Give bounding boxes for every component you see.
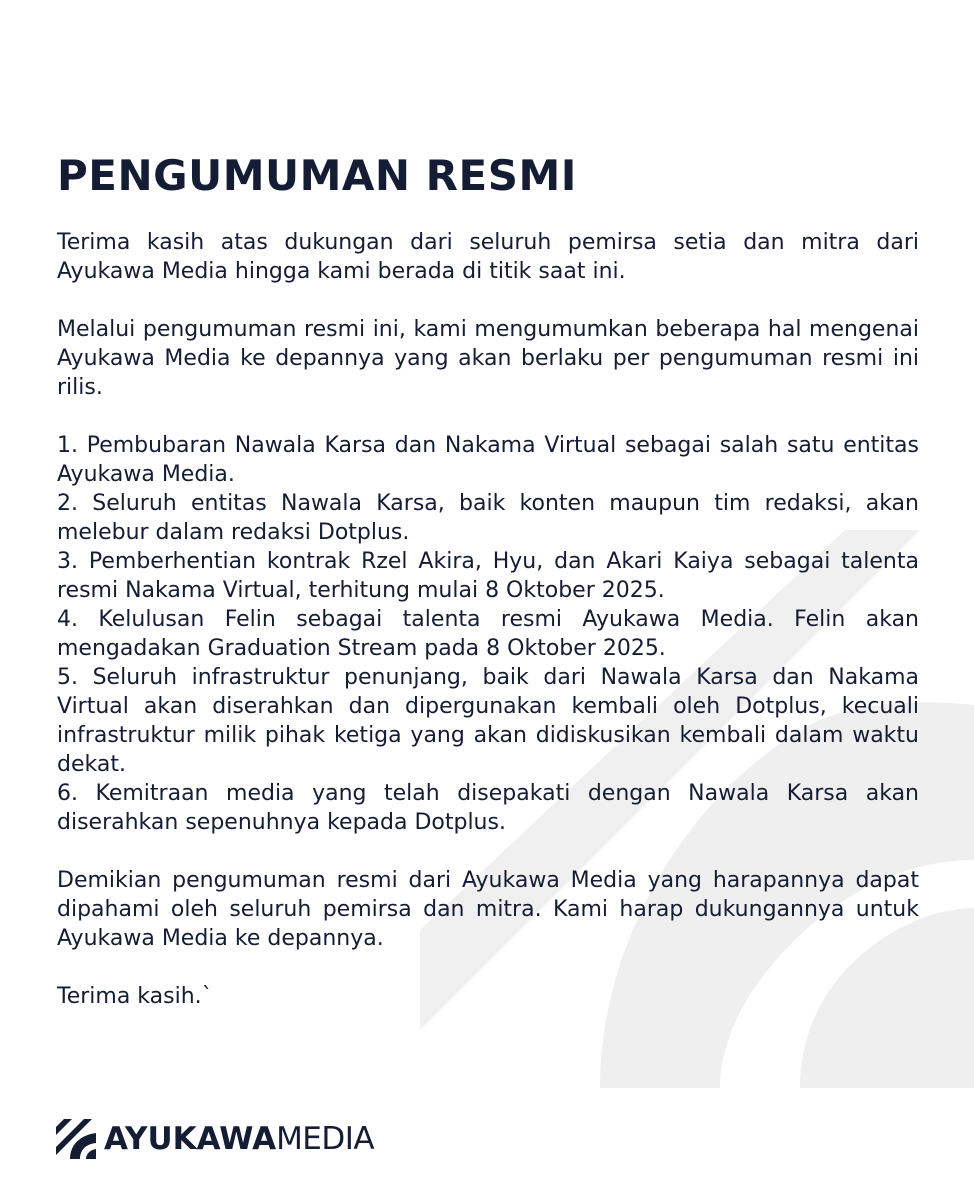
closing-text: Terima kasih.`	[57, 984, 213, 1009]
point-item-5: 5. Seluruh infrastruktur penunjang, baik dari Nawala Karsa dan Nakama Virtual akan diserahkan dan dipergunakan kembali oleh Dotplus, kecuali infrastruktur milik pihak ketiga yang akan didiskusikan kembali dalam waktu dekat.	[57, 665, 919, 777]
conclusion-paragraph: Demikian pengumuman resmi dari Ayukawa Media yang harapannya dapat dipahami oleh seluruh pemirsa dan mitra. Kami harap dukungannya untuk Ayukawa Media ke depannya.	[57, 868, 919, 951]
ayukawa-media-logo	[56, 1119, 374, 1159]
intro-paragraph: Terima kasih atas dukungan dari seluruh pemirsa setia dan mitra dari Ayukawa Media hingga kami berada di titik saat ini.	[57, 230, 919, 284]
point-item-1: 1. Pembubaran Nawala Karsa dan Nakama Virtual sebagai salah satu entitas Ayukawa Media.	[57, 433, 919, 487]
ayukawa-logo-mark-icon	[56, 1119, 96, 1159]
page-title: PENGUMUMAN RESMI	[57, 151, 577, 200]
logo-wordmark-bold: AYUKAWA	[104, 1121, 277, 1157]
announcement-body	[57, 150, 919, 1011]
logo-wordmark-light: MEDIA	[276, 1121, 375, 1157]
point-item-6: 6. Kemitraan media yang telah disepakati dengan Nawala Karsa akan diserahkan sepenuhnya kepada Dotplus.	[57, 781, 919, 835]
point-item-3: 3. Pemberhentian kontrak Rzel Akira, Hyu, dan Akari Kaiya sebagai talenta resmi Nakama Virtual, terhitung mulai 8 Oktober 2025.	[57, 549, 919, 603]
announcement-paragraph: Melalui pengumuman resmi ini, kami mengumumkan beberapa hal mengenai Ayukawa Media ke depannya yang akan berlaku per pengumuman resmi ini rilis.	[57, 317, 919, 400]
announcement-points	[57, 431, 919, 837]
point-item-4: 4. Kelulusan Felin sebagai talenta resmi Ayukawa Media. Felin akan mengadakan Graduation Stream pada 8 Oktober 2025.	[57, 607, 919, 661]
point-item-2: 2. Seluruh entitas Nawala Karsa, baik konten maupun tim redaksi, akan melebur dalam redaksi Dotplus.	[57, 491, 919, 545]
